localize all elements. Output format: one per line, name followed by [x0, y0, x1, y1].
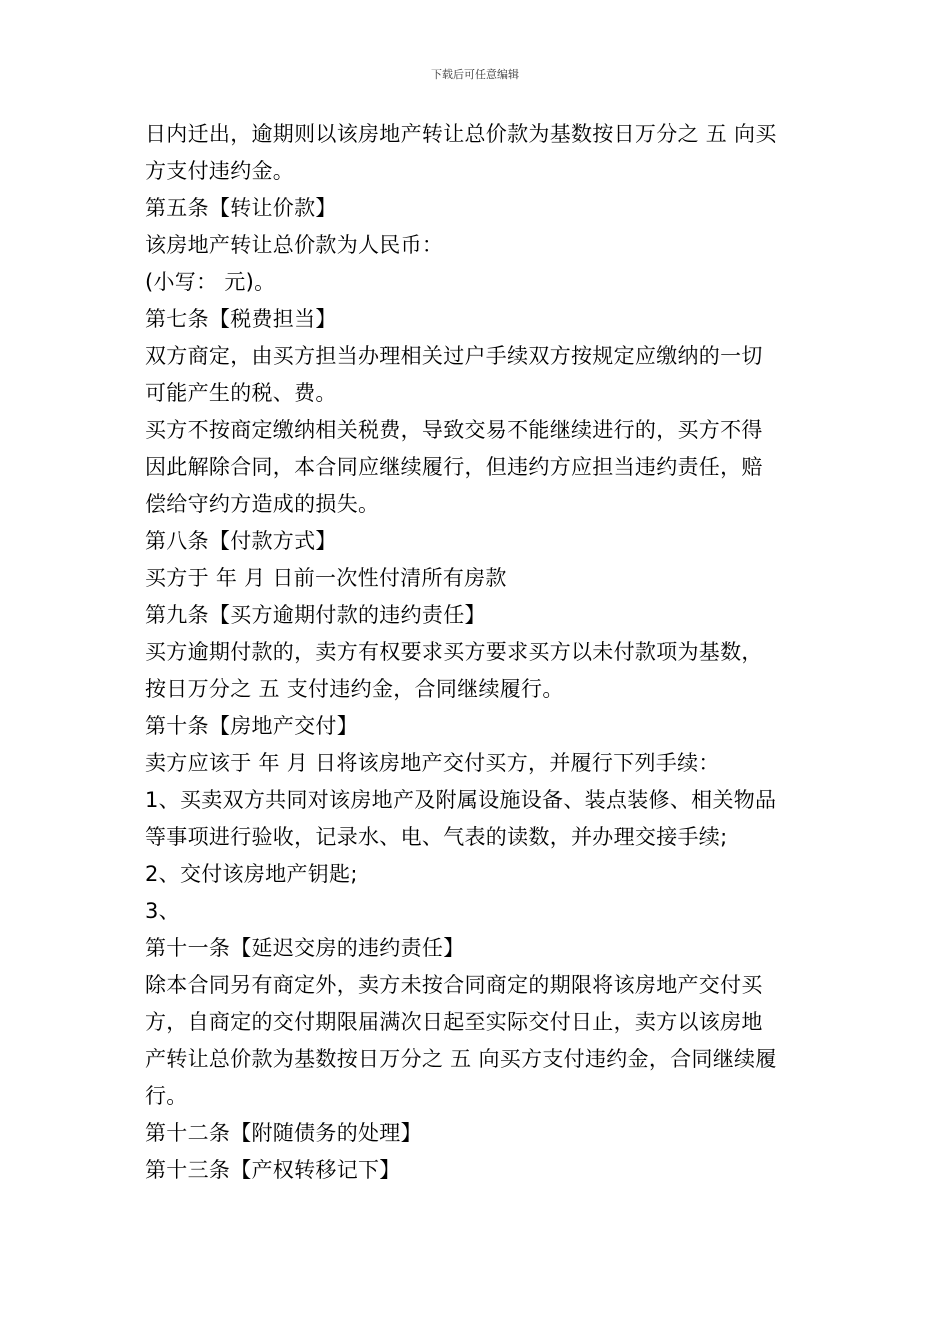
- text-line: 按日万分之 五 支付违约金，合同继续履行。: [145, 677, 564, 701]
- text-line: 可能产生的税、费。: [145, 381, 337, 405]
- text-line: 该房地产转让总价款为人民币：: [145, 233, 444, 257]
- text-line: 方，自商定的交付期限届满次日起至实际交付日止，卖方以该房地: [145, 1010, 763, 1034]
- text-line: 偿给守约方造成的损失。: [145, 492, 380, 516]
- text-line: 买方逾期付款的，卖方有权要求买方要求买方以未付款项为基数，: [145, 640, 763, 664]
- section-heading: 第八条【付款方式】: [145, 529, 337, 553]
- section-heading: 第十三条【产权转移记下】: [145, 1158, 401, 1182]
- text-line: 买方于 年 月 日前一次性付清所有房款: [145, 566, 507, 590]
- text-line: 等事项进行验收，记录水、电、气表的读数，并办理交接手续;: [145, 825, 728, 849]
- page-header: 下载后可任意编辑: [431, 68, 519, 81]
- document-body: [145, 116, 810, 1189]
- text-line: 因此解除合同，本合同应继续履行，但违约方应担当违约责任，赔: [145, 455, 763, 479]
- text-line: 方支付违约金。: [145, 159, 295, 183]
- section-heading: 第十一条【延迟交房的违约责任】: [145, 936, 465, 960]
- text-line: 产转让总价款为基数按日万分之 五 向买方支付违约金，合同继续履: [145, 1047, 777, 1071]
- text-line: (小写： 元)。: [145, 270, 276, 294]
- text-line: 行。: [145, 1084, 188, 1108]
- list-item: 1、买卖双方共同对该房地产及附属设施设备、装点装修、相关物品: [145, 788, 777, 812]
- text-line: 买方不按商定缴纳相关税费，导致交易不能继续进行的，买方不得: [145, 418, 763, 442]
- text-line: 卖方应该于 年 月 日将该房地产交付买方，并履行下列手续：: [145, 751, 720, 775]
- list-item: 2、交付该房地产钥匙;: [145, 862, 358, 886]
- section-heading: 第十二条【附随债务的处理】: [145, 1121, 422, 1145]
- text-line: 日内迁出，逾期则以该房地产转让总价款为基数按日万分之 五 向买: [145, 122, 777, 146]
- section-heading: 第九条【买方逾期付款的违约责任】: [145, 603, 486, 627]
- section-heading: 第五条【转让价款】: [145, 196, 337, 220]
- text-line: 双方商定，由买方担当办理相关过户手续双方按规定应缴纳的一切: [145, 344, 763, 368]
- section-heading: 第十条【房地产交付】: [145, 714, 358, 738]
- section-heading: 第七条【税费担当】: [145, 307, 337, 331]
- list-item: 3、: [145, 899, 180, 923]
- text-line: 除本合同另有商定外，卖方未按合同商定的期限将该房地产交付买: [145, 973, 763, 997]
